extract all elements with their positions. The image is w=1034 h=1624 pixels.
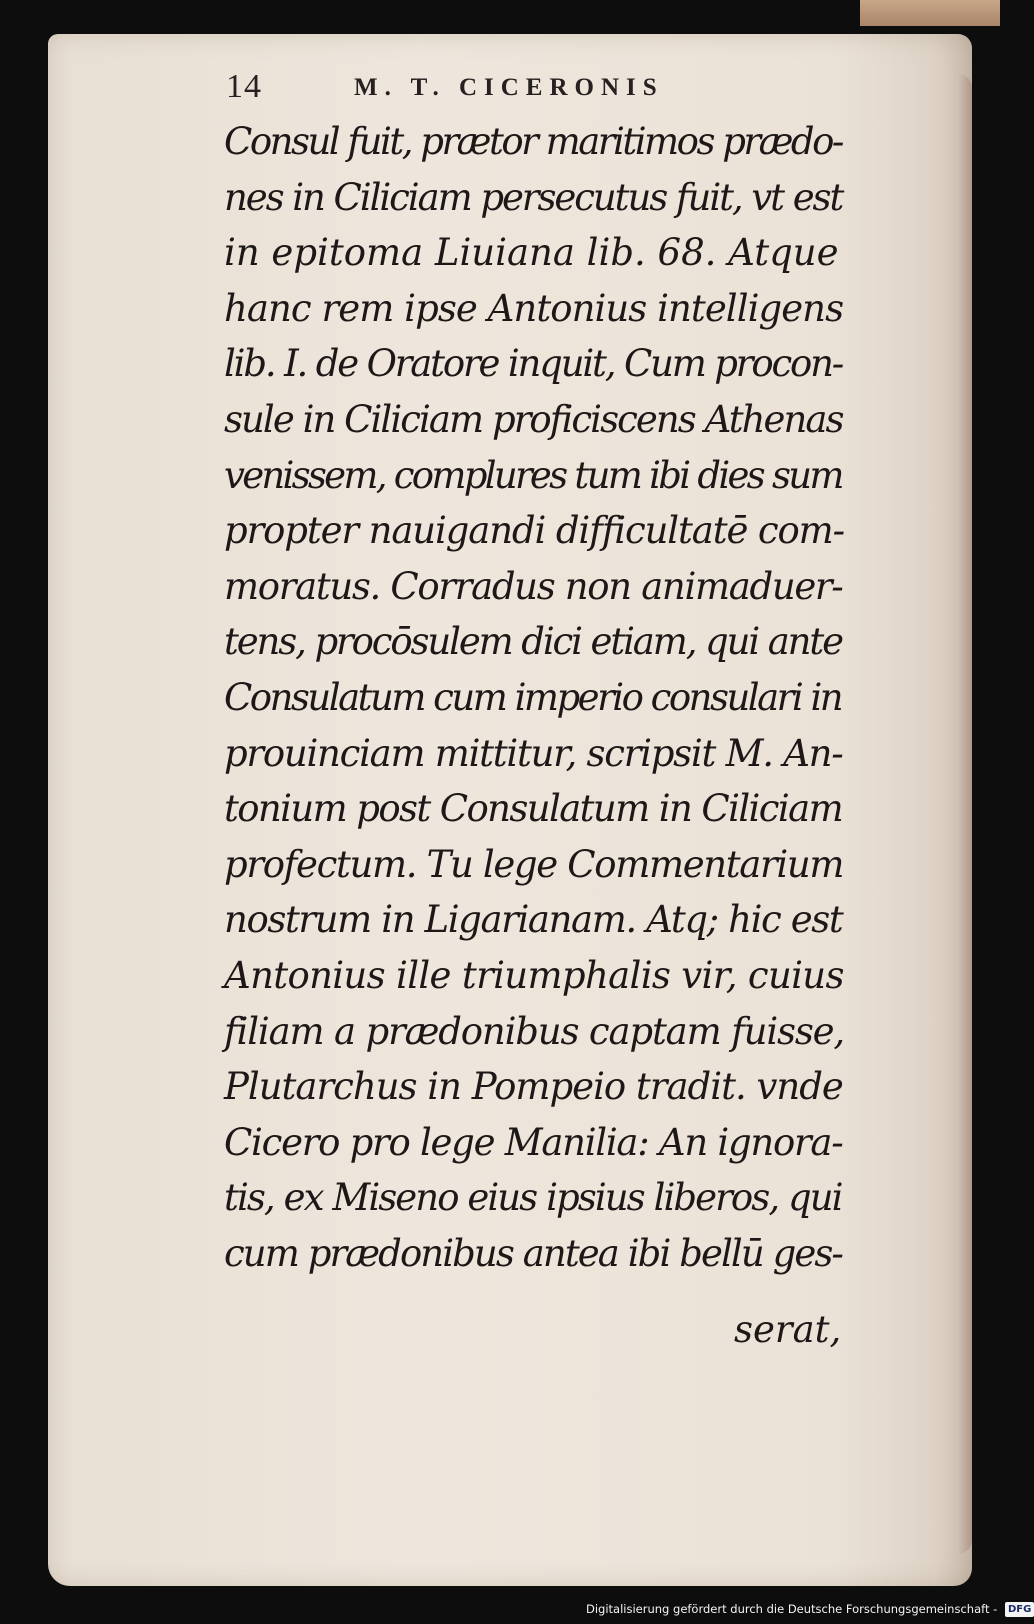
text-line: moratus. Corradus non animaduer- (224, 564, 843, 608)
text-line: venissem, complures tum ibi dies sum (224, 453, 842, 497)
text-line: Cicero pro lege Manilia: An ignora- (224, 1120, 843, 1164)
text-line: tonium post Consulatum in Ciliciam (224, 787, 843, 831)
page-header (226, 66, 746, 110)
text-line: nostrum in Ligarianam. Atq; hic est (224, 898, 843, 942)
text-line: Consul fuit, prætor maritimos prædo- (224, 120, 842, 163)
digitization-footer (586, 1599, 1034, 1619)
text-line: sule in Ciliciam proficiscens Athenas (224, 397, 843, 441)
catchword: serat, (734, 1308, 842, 1351)
text-line: hanc rem ipse Antonius intelligens (224, 286, 844, 330)
funding-credit: Digitalisierung gefördert durch die Deutsche Forschungsgemeinschaft - (586, 1602, 998, 1616)
text-line: tis, ex Miseno eius ipsius liberos, qui (224, 1176, 842, 1220)
text-line: Plutarchus in Pompeio tradit. vnde (224, 1065, 843, 1109)
text-line: nes in Ciliciam persecutus fuit, vt est (224, 175, 843, 219)
page-number: 14 (226, 68, 262, 105)
text-line: tens, procōsulem dici etiam, qui ante (224, 620, 842, 664)
page-edge-shadow (958, 74, 972, 1554)
text-line: in epitoma Liuiana lib. 68. Atque (224, 231, 839, 275)
text-block (224, 114, 844, 1281)
running-head: M. T. CICERONIS (354, 74, 664, 101)
text-line: profectum. Tu lege Commentarium (224, 842, 844, 886)
text-line: propter nauigandi difficultatē com- (224, 509, 844, 553)
adjacent-page-strip (860, 0, 1000, 26)
text-line: filiam a prædonibus captam fuisse, (224, 1009, 845, 1053)
text-line: prouinciam mittitur, scripsit M. An- (224, 731, 843, 775)
text-line: cum prædonibus antea ibi bellū ges- (224, 1231, 843, 1275)
text-line: Consulatum cum imperio consulari in (224, 675, 842, 719)
dfg-logo: DFG (1005, 1602, 1034, 1617)
text-line: lib. I. de Oratore inquit, Cum procon- (224, 342, 843, 386)
text-line: Antonius ille triumphalis vir, cuius (224, 953, 844, 997)
